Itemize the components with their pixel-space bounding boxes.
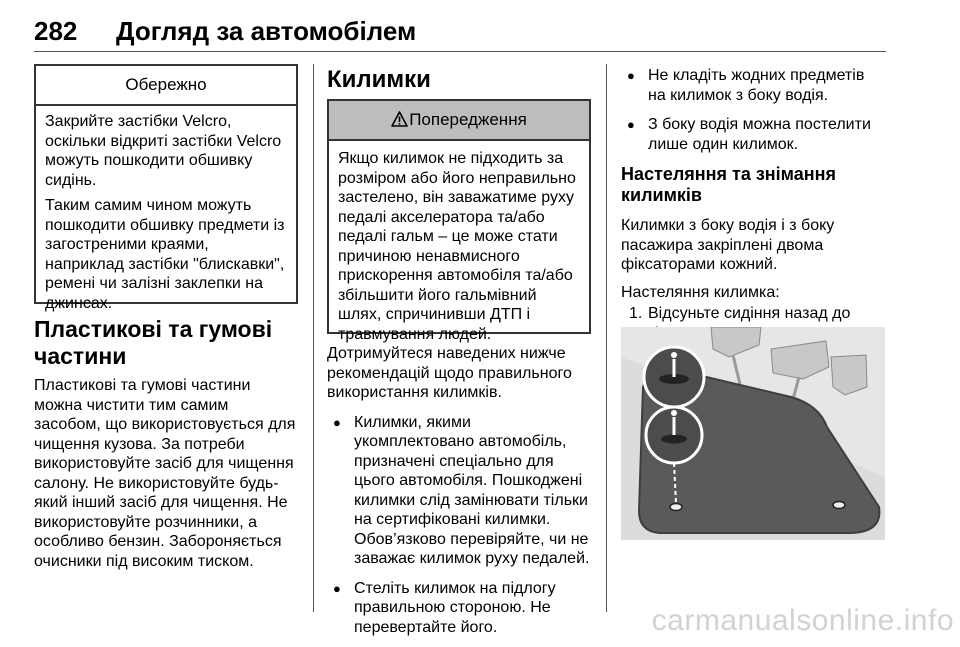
- caution-body: [36, 106, 296, 321]
- caution-paragraph: Закрийте застібки Velcro, оскільки відкриті застібки Velcro можуть пошкодити обшивку сидінь.: [45, 113, 282, 189]
- plastic-body: Пластикові та гумові частини можна чистити тим самим засобом, що використовується для чищення кузова. За потреби використовуйте засіб для чищення салону. Не використовуйте будь-який інший засіб для чищення. Не використовуйте розчинники, а особливо бензин. Забороняється очисники під високим тиском.: [34, 377, 296, 570]
- warning-box: [327, 99, 591, 343]
- floor-mat-illustration: [621, 327, 885, 540]
- page-number: 282: [34, 16, 78, 46]
- page-header: [34, 14, 886, 54]
- caution-paragraph: Таким самим чином можуть пошкодити обшивку предмети із загостреними краями, наприклад застібки "блискавки", ремені чи залізні заклепки на джинсах.: [45, 197, 285, 312]
- install-body: Килимки з боку водія і з боку пасажира закріплені двома фіксаторами кожний.: [621, 217, 835, 273]
- warning-header: [329, 101, 589, 141]
- column-right: [621, 64, 885, 343]
- column-middle: [327, 64, 591, 647]
- mats-bullets: [327, 413, 591, 638]
- list-item: 1. Відсуньте сидіння назад до: [629, 305, 851, 322]
- warning-body: Якщо килимок не підходить за розміром або його неправильно застелено, він заважатиме руху педалі акселератора та/або педалі гальм – це може стати причиною ненавмисного прискорення автомобіля та/або збільшити його гальмівний шлях, спричинивши ДТП і травмування людей.: [338, 150, 576, 343]
- mats-bullets-cont: [621, 66, 885, 154]
- mats-heading: Килимки: [327, 66, 431, 93]
- mats-intro: Дотримуйтеся наведених нижче рекомендацій щодо правильного використання килимків.: [327, 345, 572, 401]
- watermark: carmanualsonline.info: [651, 604, 954, 637]
- caution-box: [34, 64, 298, 312]
- column-left: [34, 64, 298, 571]
- column-divider: [313, 64, 314, 612]
- list-item: ● З боку водія можна постелити лише один килимок.: [621, 115, 885, 154]
- install-heading: Настеляння та знімання килимків: [621, 164, 837, 205]
- plastic-heading: Пластикові та гумові частини: [34, 316, 273, 369]
- list-item: ● Килимки, якими укомплектовано автомобіль, призначені спеціально для цього автомобіля. Пошкоджені килимки слід замінювати тільки на сертифіковані килимки. Обов’язково перевіряйте, чи не заважає килимок руху педалей.: [327, 413, 591, 569]
- header-rule: [34, 51, 886, 52]
- install-subheading: Настеляння килимка:: [621, 283, 780, 301]
- section-title: Догляд за автомобілем: [116, 16, 417, 46]
- column-divider: [606, 64, 607, 612]
- list-item: ● Не кладіть жодних предметів на килимок з боку водія.: [621, 66, 885, 105]
- caution-title: Обережно: [36, 66, 296, 106]
- warning-triangle-icon: [391, 103, 408, 141]
- warning-title: Попередження: [409, 110, 527, 129]
- list-item: ● Стеліть килимок на підлогу правильною стороною. Не перевертайте його.: [327, 579, 591, 638]
